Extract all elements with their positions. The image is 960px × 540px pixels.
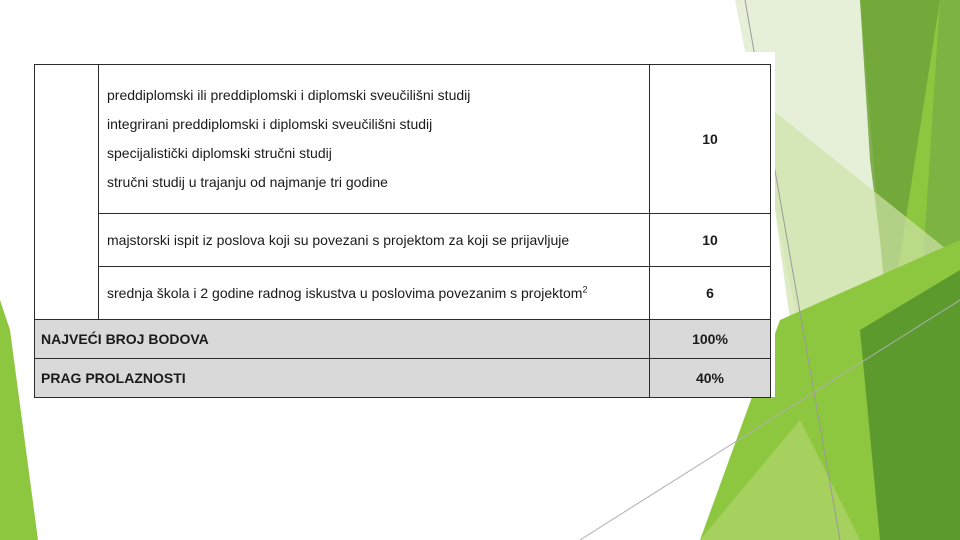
empty-category-cell bbox=[35, 65, 99, 320]
education-criteria-table bbox=[34, 64, 771, 398]
points-value: 10 bbox=[650, 65, 771, 214]
table-row bbox=[35, 65, 771, 214]
max-points-label: NAJVEĆI BROJ BODOVA bbox=[35, 320, 650, 359]
footnote-marker: 2 bbox=[582, 283, 588, 294]
points-value: 10 bbox=[650, 214, 771, 267]
pass-threshold-label: PRAG PROLAZNOSTI bbox=[35, 359, 650, 398]
education-level-line: integrirani preddiplomski i diplomski sveučilišni studij bbox=[107, 116, 433, 132]
high-school-text: srednja škola i 2 godine radnog iskustva u poslovima povezanim s projektom bbox=[107, 284, 583, 301]
criteria-table-image bbox=[30, 52, 775, 397]
education-levels-cell bbox=[99, 65, 650, 214]
master-exam-cell: majstorski ispit iz poslova koji su povezani s projektom za koji se prijavljuje bbox=[99, 214, 650, 267]
summary-row bbox=[35, 320, 771, 359]
high-school-cell bbox=[99, 267, 650, 320]
points-value: 6 bbox=[650, 267, 771, 320]
table-row bbox=[35, 214, 771, 267]
pass-threshold-value: 40% bbox=[650, 359, 771, 398]
table-row bbox=[35, 267, 771, 320]
education-level-line: preddiplomski ili preddiplomski i diplomski sveučilišni studij bbox=[107, 87, 471, 103]
max-points-value: 100% bbox=[650, 320, 771, 359]
summary-row bbox=[35, 359, 771, 398]
education-level-line: stručni studij u trajanju od najmanje tri godine bbox=[107, 174, 388, 190]
education-level-line: specijalistički diplomski stručni studij bbox=[107, 145, 332, 161]
